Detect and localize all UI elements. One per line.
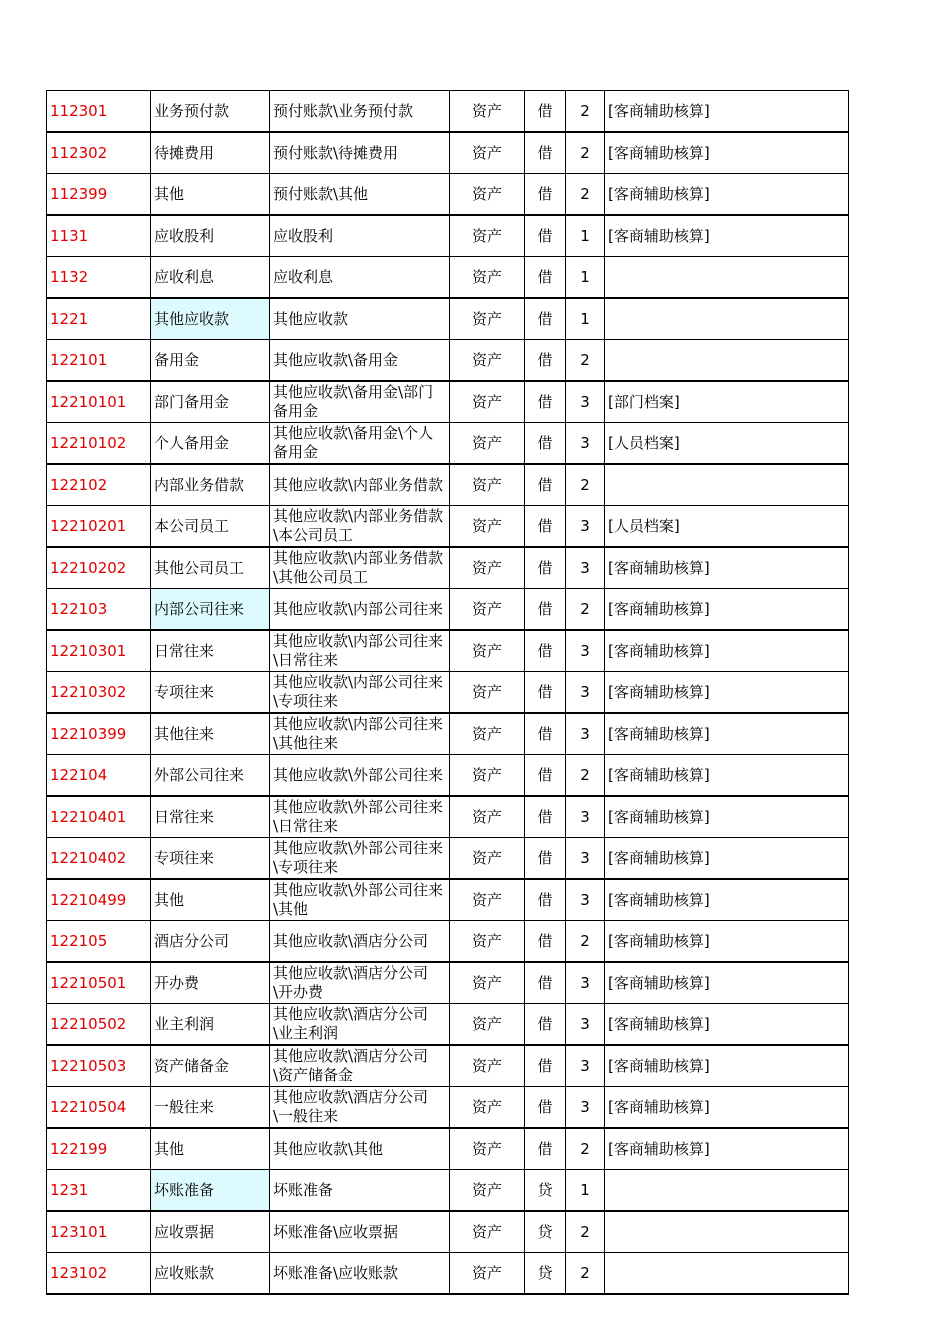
auxiliary-accounting-cell: [客商辅助核算]	[605, 91, 849, 133]
auxiliary-accounting-cell: [客商辅助核算]	[605, 879, 849, 921]
account-category-cell: 资产	[450, 381, 525, 423]
account-fullname-cell: 其他应收款\备用金	[270, 340, 450, 382]
account-rows	[47, 91, 849, 1295]
account-fullname-cell: 其他应收款\内部公司往来\专项往来	[270, 672, 450, 714]
account-fullname-cell: 预付账款\待摊费用	[270, 132, 450, 174]
account-name-cell: 日常往来	[151, 630, 270, 672]
account-level-cell: 2	[566, 1211, 605, 1253]
auxiliary-accounting-cell	[605, 340, 849, 382]
account-level-cell: 2	[566, 91, 605, 133]
auxiliary-accounting-cell: [人员档案]	[605, 506, 849, 548]
account-name-cell: 酒店分公司	[151, 921, 270, 963]
balance-direction-cell: 借	[525, 796, 566, 838]
account-level-cell: 3	[566, 547, 605, 589]
account-level-cell: 3	[566, 1004, 605, 1046]
account-name-cell: 内部公司往来	[151, 589, 270, 631]
account-code-cell: 12210399	[47, 713, 151, 755]
account-level-cell: 3	[566, 630, 605, 672]
account-code-cell: 12210503	[47, 1045, 151, 1087]
account-level-cell: 3	[566, 506, 605, 548]
account-fullname-cell: 其他应收款\酒店分公司\一般往来	[270, 1087, 450, 1129]
table-row	[47, 381, 849, 423]
account-category-cell: 资产	[450, 921, 525, 963]
table-row	[47, 1170, 849, 1212]
auxiliary-accounting-cell: [客商辅助核算]	[605, 1087, 849, 1129]
account-fullname-cell: 其他应收款\外部公司往来\专项往来	[270, 838, 450, 880]
account-level-cell: 3	[566, 796, 605, 838]
account-category-cell: 资产	[450, 879, 525, 921]
account-fullname-cell: 其他应收款\内部业务借款\本公司员工	[270, 506, 450, 548]
auxiliary-accounting-cell	[605, 298, 849, 340]
table-row	[47, 132, 849, 174]
auxiliary-accounting-cell	[605, 1253, 849, 1295]
account-fullname-cell: 其他应收款\内部公司往来\其他往来	[270, 713, 450, 755]
account-category-cell: 资产	[450, 547, 525, 589]
account-fullname-cell: 其他应收款\备用金\部门备用金	[270, 381, 450, 423]
account-category-cell: 资产	[450, 464, 525, 506]
auxiliary-accounting-cell: [客商辅助核算]	[605, 174, 849, 216]
account-table	[46, 90, 849, 1295]
balance-direction-cell: 借	[525, 132, 566, 174]
account-fullname-cell: 其他应收款	[270, 298, 450, 340]
account-code-cell: 122101	[47, 340, 151, 382]
account-category-cell: 资产	[450, 1004, 525, 1046]
auxiliary-accounting-cell: [部门档案]	[605, 381, 849, 423]
account-category-cell: 资产	[450, 589, 525, 631]
account-fullname-cell: 其他应收款\外部公司往来	[270, 755, 450, 797]
account-level-cell: 3	[566, 1045, 605, 1087]
account-level-cell: 2	[566, 921, 605, 963]
account-name-cell: 其他	[151, 174, 270, 216]
account-name-cell: 部门备用金	[151, 381, 270, 423]
balance-direction-cell: 借	[525, 672, 566, 714]
auxiliary-accounting-cell	[605, 257, 849, 299]
table-row	[47, 1045, 849, 1087]
account-category-cell: 资产	[450, 257, 525, 299]
balance-direction-cell: 借	[525, 755, 566, 797]
account-name-cell: 本公司员工	[151, 506, 270, 548]
table-row	[47, 630, 849, 672]
auxiliary-accounting-cell	[605, 1170, 849, 1212]
account-level-cell: 1	[566, 215, 605, 257]
account-category-cell: 资产	[450, 1211, 525, 1253]
account-level-cell: 2	[566, 755, 605, 797]
table-row	[47, 1211, 849, 1253]
account-code-cell: 12210502	[47, 1004, 151, 1046]
account-level-cell: 3	[566, 381, 605, 423]
account-level-cell: 2	[566, 174, 605, 216]
balance-direction-cell: 借	[525, 340, 566, 382]
account-level-cell: 1	[566, 298, 605, 340]
auxiliary-accounting-cell: [客商辅助核算]	[605, 1045, 849, 1087]
account-level-cell: 2	[566, 589, 605, 631]
account-fullname-cell: 其他应收款\内部公司往来\日常往来	[270, 630, 450, 672]
account-name-cell: 一般往来	[151, 1087, 270, 1129]
balance-direction-cell: 借	[525, 1004, 566, 1046]
auxiliary-accounting-cell: [客商辅助核算]	[605, 921, 849, 963]
account-fullname-cell: 其他应收款\内部业务借款	[270, 464, 450, 506]
account-category-cell: 资产	[450, 298, 525, 340]
account-level-cell: 3	[566, 879, 605, 921]
table-row	[47, 672, 849, 714]
table-row	[47, 298, 849, 340]
table-row	[47, 713, 849, 755]
account-fullname-cell: 坏账准备	[270, 1170, 450, 1212]
account-code-cell: 12210201	[47, 506, 151, 548]
auxiliary-accounting-cell: [客商辅助核算]	[605, 1128, 849, 1170]
table-row	[47, 796, 849, 838]
balance-direction-cell: 贷	[525, 1170, 566, 1212]
account-level-cell: 2	[566, 1128, 605, 1170]
balance-direction-cell: 借	[525, 962, 566, 1004]
table-row	[47, 464, 849, 506]
account-name-cell: 应收利息	[151, 257, 270, 299]
account-name-cell: 应收票据	[151, 1211, 270, 1253]
account-level-cell: 2	[566, 132, 605, 174]
auxiliary-accounting-cell: [人员档案]	[605, 423, 849, 465]
balance-direction-cell: 借	[525, 423, 566, 465]
account-category-cell: 资产	[450, 423, 525, 465]
account-code-cell: 112302	[47, 132, 151, 174]
account-level-cell: 3	[566, 713, 605, 755]
account-name-cell: 其他公司员工	[151, 547, 270, 589]
account-code-cell: 12210504	[47, 1087, 151, 1129]
account-code-cell: 12210301	[47, 630, 151, 672]
table-row	[47, 423, 849, 465]
account-level-cell: 3	[566, 423, 605, 465]
account-name-cell: 专项往来	[151, 838, 270, 880]
account-name-cell: 其他	[151, 1128, 270, 1170]
account-code-cell: 12210302	[47, 672, 151, 714]
table-row	[47, 506, 849, 548]
account-name-cell: 业务预付款	[151, 91, 270, 133]
table-row	[47, 174, 849, 216]
table-row	[47, 1087, 849, 1129]
account-name-cell: 资产储备金	[151, 1045, 270, 1087]
table-row	[47, 1128, 849, 1170]
account-code-cell: 1132	[47, 257, 151, 299]
account-fullname-cell: 应收利息	[270, 257, 450, 299]
account-category-cell: 资产	[450, 630, 525, 672]
account-fullname-cell: 其他应收款\酒店分公司	[270, 921, 450, 963]
account-fullname-cell: 其他应收款\备用金\个人备用金	[270, 423, 450, 465]
auxiliary-accounting-cell: [客商辅助核算]	[605, 630, 849, 672]
account-category-cell: 资产	[450, 838, 525, 880]
account-level-cell: 3	[566, 962, 605, 1004]
account-name-cell: 开办费	[151, 962, 270, 1004]
account-name-cell: 坏账准备	[151, 1170, 270, 1212]
table-row	[47, 755, 849, 797]
account-code-cell: 1131	[47, 215, 151, 257]
account-level-cell: 2	[566, 340, 605, 382]
account-code-cell: 12210202	[47, 547, 151, 589]
account-fullname-cell: 预付账款\其他	[270, 174, 450, 216]
table-row	[47, 91, 849, 133]
auxiliary-accounting-cell	[605, 1211, 849, 1253]
account-category-cell: 资产	[450, 91, 525, 133]
account-code-cell: 122102	[47, 464, 151, 506]
table-row	[47, 879, 849, 921]
account-code-cell: 112399	[47, 174, 151, 216]
account-fullname-cell: 预付账款\业务预付款	[270, 91, 450, 133]
account-category-cell: 资产	[450, 713, 525, 755]
table-row	[47, 340, 849, 382]
account-fullname-cell: 坏账准备\应收票据	[270, 1211, 450, 1253]
account-level-cell: 3	[566, 1087, 605, 1129]
account-fullname-cell: 应收股利	[270, 215, 450, 257]
account-name-cell: 外部公司往来	[151, 755, 270, 797]
auxiliary-accounting-cell: [客商辅助核算]	[605, 1004, 849, 1046]
account-category-cell: 资产	[450, 755, 525, 797]
account-category-cell: 资产	[450, 506, 525, 548]
account-category-cell: 资产	[450, 1087, 525, 1129]
account-code-cell: 122103	[47, 589, 151, 631]
account-category-cell: 资产	[450, 1128, 525, 1170]
table-row	[47, 257, 849, 299]
auxiliary-accounting-cell: [客商辅助核算]	[605, 796, 849, 838]
auxiliary-accounting-cell	[605, 464, 849, 506]
balance-direction-cell: 借	[525, 464, 566, 506]
balance-direction-cell: 贷	[525, 1211, 566, 1253]
table-row	[47, 921, 849, 963]
balance-direction-cell: 借	[525, 298, 566, 340]
balance-direction-cell: 借	[525, 921, 566, 963]
account-code-cell: 12210101	[47, 381, 151, 423]
account-fullname-cell: 坏账准备\应收账款	[270, 1253, 450, 1295]
account-code-cell: 123102	[47, 1253, 151, 1295]
auxiliary-accounting-cell: [客商辅助核算]	[605, 547, 849, 589]
account-name-cell: 其他应收款	[151, 298, 270, 340]
account-category-cell: 资产	[450, 132, 525, 174]
auxiliary-accounting-cell: [客商辅助核算]	[605, 589, 849, 631]
balance-direction-cell: 借	[525, 91, 566, 133]
account-name-cell: 个人备用金	[151, 423, 270, 465]
account-name-cell: 其他往来	[151, 713, 270, 755]
balance-direction-cell: 借	[525, 713, 566, 755]
account-code-cell: 1231	[47, 1170, 151, 1212]
account-fullname-cell: 其他应收款\酒店分公司\开办费	[270, 962, 450, 1004]
account-level-cell: 2	[566, 1253, 605, 1295]
account-category-cell: 资产	[450, 1170, 525, 1212]
account-code-cell: 122104	[47, 755, 151, 797]
account-code-cell: 123101	[47, 1211, 151, 1253]
account-name-cell: 内部业务借款	[151, 464, 270, 506]
auxiliary-accounting-cell: [客商辅助核算]	[605, 672, 849, 714]
balance-direction-cell: 借	[525, 1087, 566, 1129]
account-name-cell: 应收股利	[151, 215, 270, 257]
account-fullname-cell: 其他应收款\外部公司往来\其他	[270, 879, 450, 921]
account-level-cell: 2	[566, 464, 605, 506]
balance-direction-cell: 借	[525, 1128, 566, 1170]
auxiliary-accounting-cell: [客商辅助核算]	[605, 713, 849, 755]
balance-direction-cell: 借	[525, 879, 566, 921]
auxiliary-accounting-cell: [客商辅助核算]	[605, 755, 849, 797]
account-code-cell: 12210499	[47, 879, 151, 921]
account-code-cell: 112301	[47, 91, 151, 133]
account-level-cell: 1	[566, 257, 605, 299]
table-row	[47, 838, 849, 880]
account-name-cell: 备用金	[151, 340, 270, 382]
balance-direction-cell: 借	[525, 1045, 566, 1087]
balance-direction-cell: 借	[525, 215, 566, 257]
account-category-cell: 资产	[450, 215, 525, 257]
balance-direction-cell: 借	[525, 381, 566, 423]
account-category-cell: 资产	[450, 1253, 525, 1295]
account-name-cell: 待摊费用	[151, 132, 270, 174]
account-category-cell: 资产	[450, 174, 525, 216]
balance-direction-cell: 借	[525, 506, 566, 548]
table-row	[47, 962, 849, 1004]
auxiliary-accounting-cell: [客商辅助核算]	[605, 838, 849, 880]
table-row	[47, 215, 849, 257]
account-category-cell: 资产	[450, 796, 525, 838]
balance-direction-cell: 借	[525, 174, 566, 216]
account-category-cell: 资产	[450, 1045, 525, 1087]
account-code-cell: 122199	[47, 1128, 151, 1170]
account-code-cell: 122105	[47, 921, 151, 963]
account-code-cell: 12210501	[47, 962, 151, 1004]
account-name-cell: 业主利润	[151, 1004, 270, 1046]
account-code-cell: 12210102	[47, 423, 151, 465]
account-category-cell: 资产	[450, 962, 525, 1004]
account-code-cell: 12210402	[47, 838, 151, 880]
account-name-cell: 专项往来	[151, 672, 270, 714]
account-category-cell: 资产	[450, 340, 525, 382]
balance-direction-cell: 借	[525, 589, 566, 631]
table-row	[47, 1004, 849, 1046]
account-level-cell: 3	[566, 672, 605, 714]
balance-direction-cell: 借	[525, 630, 566, 672]
table-row	[47, 589, 849, 631]
balance-direction-cell: 借	[525, 257, 566, 299]
account-category-cell: 资产	[450, 672, 525, 714]
account-code-cell: 1221	[47, 298, 151, 340]
account-fullname-cell: 其他应收款\内部业务借款\其他公司员工	[270, 547, 450, 589]
auxiliary-accounting-cell: [客商辅助核算]	[605, 962, 849, 1004]
balance-direction-cell: 借	[525, 547, 566, 589]
account-fullname-cell: 其他应收款\内部公司往来	[270, 589, 450, 631]
account-code-cell: 12210401	[47, 796, 151, 838]
auxiliary-accounting-cell: [客商辅助核算]	[605, 215, 849, 257]
table-row	[47, 547, 849, 589]
account-fullname-cell: 其他应收款\酒店分公司\资产储备金	[270, 1045, 450, 1087]
account-fullname-cell: 其他应收款\其他	[270, 1128, 450, 1170]
account-level-cell: 1	[566, 1170, 605, 1212]
account-name-cell: 其他	[151, 879, 270, 921]
account-level-cell: 3	[566, 838, 605, 880]
account-name-cell: 日常往来	[151, 796, 270, 838]
balance-direction-cell: 借	[525, 838, 566, 880]
balance-direction-cell: 贷	[525, 1253, 566, 1295]
account-name-cell: 应收账款	[151, 1253, 270, 1295]
account-fullname-cell: 其他应收款\外部公司往来\日常往来	[270, 796, 450, 838]
table-row	[47, 1253, 849, 1295]
auxiliary-accounting-cell: [客商辅助核算]	[605, 132, 849, 174]
account-fullname-cell: 其他应收款\酒店分公司\业主利润	[270, 1004, 450, 1046]
